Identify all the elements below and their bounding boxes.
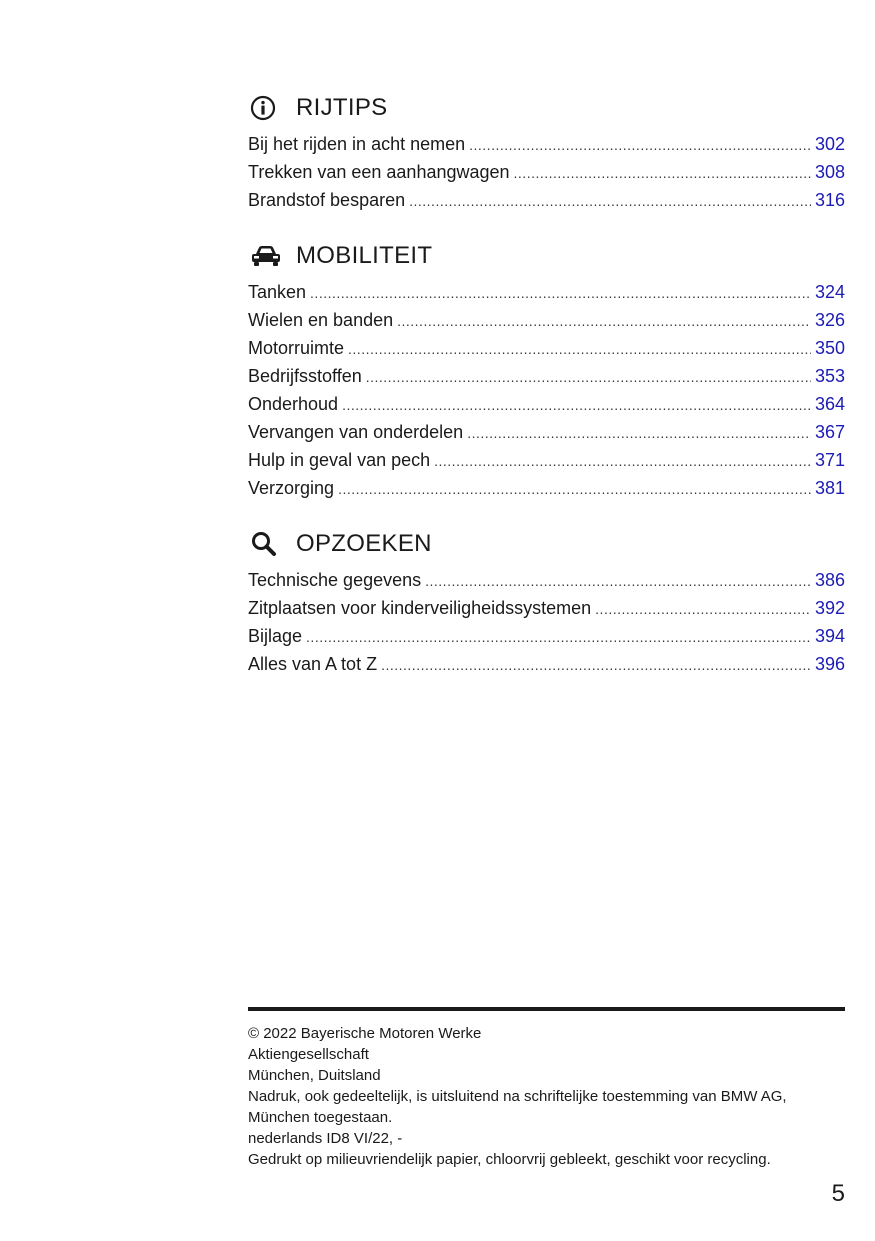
toc-entry[interactable]	[248, 474, 845, 502]
toc-entry[interactable]	[248, 362, 845, 390]
toc-page-link[interactable]: 367	[814, 422, 845, 442]
imprint-divider	[248, 1007, 845, 1011]
section-mobiliteit	[248, 236, 845, 502]
toc-entry-label: Brandstof besparen	[248, 190, 406, 210]
toc-entry[interactable]	[248, 130, 845, 158]
imprint-line: München toegestaan.	[248, 1109, 393, 1126]
toc-entry-label: Technische gegevens	[248, 570, 422, 590]
toc-page-link[interactable]: 308	[814, 162, 845, 182]
toc-entry-label: Tanken	[248, 282, 307, 302]
toc-page-link[interactable]: 381	[814, 478, 845, 498]
toc-page-link[interactable]: 371	[814, 450, 845, 470]
page-number: 5	[831, 1180, 845, 1207]
imprint-line: nederlands ID8 VI/22, -	[248, 1130, 403, 1147]
leader-dots	[467, 419, 811, 447]
toc-page-link[interactable]: 396	[814, 654, 845, 674]
toc-page-link[interactable]: 394	[814, 626, 845, 646]
toc-entry-label: Onderhoud	[248, 394, 339, 414]
toc-page-link[interactable]: 302	[814, 134, 845, 154]
toc-entry-label: Alles van A tot Z	[248, 654, 378, 674]
imprint	[248, 1023, 845, 1170]
toc-entry[interactable]	[248, 306, 845, 334]
section-title: RIJTIPS	[296, 94, 388, 121]
car-icon	[250, 240, 286, 272]
toc-entry[interactable]	[248, 622, 845, 650]
leader-dots	[381, 651, 811, 679]
leader-dots	[514, 159, 811, 187]
toc-page-link[interactable]: 316	[814, 190, 845, 210]
toc-entry[interactable]	[248, 594, 845, 622]
toc-entry-label: Bedrijfsstoffen	[248, 366, 362, 386]
toc-page-link[interactable]: 353	[814, 366, 845, 386]
leader-dots	[397, 307, 811, 335]
toc-page-link[interactable]: 326	[814, 310, 845, 330]
leader-dots	[469, 131, 811, 159]
imprint-line: © 2022 Bayerische Motoren Werke	[248, 1025, 482, 1042]
leader-dots	[409, 187, 811, 215]
toc-page-link[interactable]: 392	[814, 598, 845, 618]
toc-entry-label: Motorruimte	[248, 338, 345, 358]
leader-dots	[306, 623, 811, 651]
leader-dots	[338, 475, 811, 503]
imprint-line: Gedrukt op milieuvriendelijk papier, chloorvrij gebleekt, geschikt voor recycling.	[248, 1151, 771, 1168]
toc-entry[interactable]	[248, 186, 845, 214]
leader-dots	[434, 447, 811, 475]
leader-dots	[595, 595, 811, 623]
imprint-line: Aktiengesellschaft	[248, 1046, 369, 1063]
toc-entry-label: Wielen en banden	[248, 310, 394, 330]
section-header	[248, 524, 845, 564]
leader-dots	[342, 391, 811, 419]
section-title: MOBILITEIT	[296, 242, 433, 269]
toc-entry-label: Bijlage	[248, 626, 303, 646]
toc-entry-label: Bij het rijden in acht nemen	[248, 134, 466, 154]
leader-dots	[366, 363, 811, 391]
imprint-line: München, Duitsland	[248, 1067, 381, 1084]
section-header	[248, 88, 845, 128]
toc-entry-label: Verzorging	[248, 478, 335, 498]
table-of-contents	[248, 88, 845, 700]
search-icon	[250, 528, 286, 560]
section-opzoeken	[248, 524, 845, 678]
section-title: OPZOEKEN	[296, 530, 432, 557]
toc-entry-label: Vervangen van onderdelen	[248, 422, 464, 442]
toc-entry[interactable]	[248, 418, 845, 446]
toc-page-link[interactable]: 350	[814, 338, 845, 358]
toc-entry-label: Hulp in geval van pech	[248, 450, 431, 470]
leader-dots	[348, 335, 811, 363]
toc-page-link[interactable]: 364	[814, 394, 845, 414]
toc-entry[interactable]	[248, 278, 845, 306]
toc-entry[interactable]	[248, 566, 845, 594]
imprint-line: Nadruk, ook gedeeltelijk, is uitsluitend na schriftelijke toestemming van BMW AG,	[248, 1088, 787, 1105]
toc-entry[interactable]	[248, 158, 845, 186]
leader-dots	[425, 567, 811, 595]
toc-page-link[interactable]: 386	[814, 570, 845, 590]
toc-entry[interactable]	[248, 650, 845, 678]
toc-entry[interactable]	[248, 334, 845, 362]
toc-entry-label: Zitplaatsen voor kinderveiligheidssystemen	[248, 598, 592, 618]
section-header	[248, 236, 845, 276]
leader-dots	[310, 279, 811, 307]
toc-entry[interactable]	[248, 390, 845, 418]
toc-entry[interactable]	[248, 446, 845, 474]
toc-entry-label: Trekken van een aanhangwagen	[248, 162, 510, 182]
toc-page-link[interactable]: 324	[814, 282, 845, 302]
info-icon	[250, 92, 286, 124]
section-rijtips	[248, 88, 845, 214]
